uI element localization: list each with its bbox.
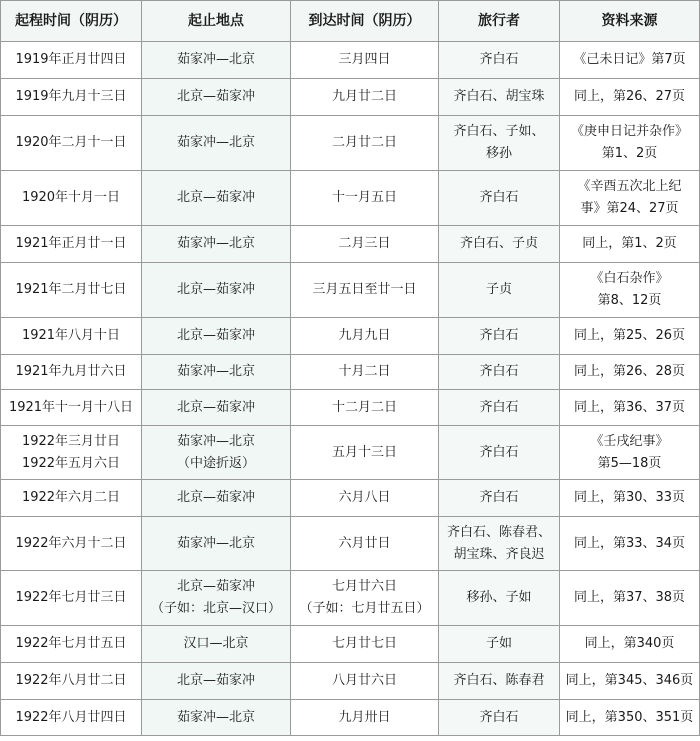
departure-date-cell: 1921年十一月十八日 [1, 390, 142, 426]
table-row [1, 355, 700, 390]
table-row [1, 700, 700, 736]
route-cell: 北京—茹家冲 [142, 390, 291, 426]
departure-date-cell: 1922年七月廿五日 [1, 626, 142, 663]
arrival-date-cell: 十一月五日 [291, 171, 439, 226]
travelers-cell: 子贞 [439, 263, 560, 318]
source-cell: 同上，第36、37页 [560, 390, 700, 426]
source-cell: 《白石杂作》 第8、12页 [560, 263, 700, 318]
arrival-date-cell: 九月九日 [291, 318, 439, 355]
source-cell: 同上，第340页 [560, 626, 700, 663]
source-cell: 同上，第350、351页 [560, 700, 700, 736]
departure-date-cell: 1922年三月廿日 1922年五月六日 [1, 426, 142, 480]
route-cell: 茹家冲—北京 [142, 355, 291, 390]
source-cell: 同上，第30、33页 [560, 480, 700, 517]
header-arrival-date: 到达时间（阴历） [291, 1, 439, 42]
arrival-date-cell: 十月二日 [291, 355, 439, 390]
arrival-date-cell: 九月卅日 [291, 700, 439, 736]
route-cell: 北京—茹家冲 [142, 480, 291, 517]
route-cell: 北京—茹家冲 [142, 263, 291, 318]
route-cell: 北京—茹家冲 [142, 79, 291, 116]
source-cell: 同上，第25、26页 [560, 318, 700, 355]
table-row [1, 426, 700, 480]
table-row [1, 517, 700, 571]
header-row [1, 1, 700, 42]
travelers-cell: 齐白石 [439, 171, 560, 226]
header-travelers: 旅行者 [439, 1, 560, 42]
route-cell: 茹家冲—北京 [142, 700, 291, 736]
arrival-date-cell: 六月廿日 [291, 517, 439, 571]
departure-date-cell: 1922年八月廿二日 [1, 663, 142, 700]
arrival-date-cell: 八月廿六日 [291, 663, 439, 700]
arrival-date-cell: 二月三日 [291, 226, 439, 263]
departure-date-cell: 1921年正月廿一日 [1, 226, 142, 263]
travelers-cell: 移孙、子如 [439, 571, 560, 626]
header-source: 资料来源 [560, 1, 700, 42]
table-row [1, 116, 700, 171]
table-row [1, 42, 700, 79]
table-row [1, 626, 700, 663]
arrival-date-cell: 十二月二日 [291, 390, 439, 426]
table-row [1, 571, 700, 626]
travelers-cell: 齐白石 [439, 390, 560, 426]
arrival-date-cell: 七月廿七日 [291, 626, 439, 663]
route-cell: 茹家冲—北京 [142, 116, 291, 171]
arrival-date-cell: 二月廿二日 [291, 116, 439, 171]
route-cell: 北京—茹家冲 [142, 318, 291, 355]
travelers-cell: 齐白石 [439, 42, 560, 79]
departure-date-cell: 1921年九月廿六日 [1, 355, 142, 390]
header-departure-date: 起程时间（阴历） [1, 1, 142, 42]
source-cell: 《壬戌纪事》 第5—18页 [560, 426, 700, 480]
table-row [1, 480, 700, 517]
departure-date-cell: 1922年六月二日 [1, 480, 142, 517]
source-cell: 《庚申日记并杂作》 第1、2页 [560, 116, 700, 171]
departure-date-cell: 1921年八月十日 [1, 318, 142, 355]
table-row [1, 171, 700, 226]
route-cell: 茹家冲—北京 [142, 42, 291, 79]
table-row [1, 79, 700, 116]
travelers-cell: 齐白石、子如、 移孙 [439, 116, 560, 171]
travelers-cell: 齐白石 [439, 700, 560, 736]
route-cell: 茹家冲—北京 [142, 226, 291, 263]
travelers-cell: 齐白石、陈春君 [439, 663, 560, 700]
source-cell: 同上，第26、28页 [560, 355, 700, 390]
header-route: 起止地点 [142, 1, 291, 42]
departure-date-cell: 1919年正月廿四日 [1, 42, 142, 79]
route-cell: 汉口—北京 [142, 626, 291, 663]
route-cell: 北京—茹家冲 [142, 171, 291, 226]
route-cell: 茹家冲—北京 [142, 517, 291, 571]
departure-date-cell: 1921年二月廿七日 [1, 263, 142, 318]
departure-date-cell: 1922年六月十二日 [1, 517, 142, 571]
source-cell: 同上，第345、346页 [560, 663, 700, 700]
route-cell: 北京—茹家冲 [142, 663, 291, 700]
table-row [1, 263, 700, 318]
arrival-date-cell: 三月四日 [291, 42, 439, 79]
arrival-date-cell: 五月十三日 [291, 426, 439, 480]
table-row [1, 390, 700, 426]
arrival-date-cell: 三月五日至廿一日 [291, 263, 439, 318]
departure-date-cell: 1920年十月一日 [1, 171, 142, 226]
travelers-cell: 齐白石、胡宝珠 [439, 79, 560, 116]
route-cell: 北京—茹家冲 （子如：北京—汉口） [142, 571, 291, 626]
arrival-date-cell: 九月廿二日 [291, 79, 439, 116]
table-row [1, 226, 700, 263]
source-cell: 同上，第26、27页 [560, 79, 700, 116]
travelers-cell: 齐白石 [439, 355, 560, 390]
table-row [1, 318, 700, 355]
travelers-cell: 齐白石、陈春君、 胡宝珠、齐良迟 [439, 517, 560, 571]
arrival-date-cell: 七月廿六日 （子如：七月廿五日） [291, 571, 439, 626]
travelers-cell: 齐白石 [439, 480, 560, 517]
source-cell: 同上，第1、2页 [560, 226, 700, 263]
source-cell: 《己未日记》第7页 [560, 42, 700, 79]
table-row [1, 663, 700, 700]
departure-date-cell: 1920年二月十一日 [1, 116, 142, 171]
source-cell: 同上，第33、34页 [560, 517, 700, 571]
travelers-cell: 齐白石 [439, 318, 560, 355]
travelers-cell: 齐白石 [439, 426, 560, 480]
route-cell: 茹家冲—北京 （中途折返） [142, 426, 291, 480]
source-cell: 《辛酉五次北上纪 事》第24、27页 [560, 171, 700, 226]
departure-date-cell: 1922年七月廿三日 [1, 571, 142, 626]
departure-date-cell: 1922年八月廿四日 [1, 700, 142, 736]
travelers-cell: 齐白石、子贞 [439, 226, 560, 263]
source-cell: 同上，第37、38页 [560, 571, 700, 626]
arrival-date-cell: 六月八日 [291, 480, 439, 517]
travelers-cell: 子如 [439, 626, 560, 663]
departure-date-cell: 1919年九月十三日 [1, 79, 142, 116]
